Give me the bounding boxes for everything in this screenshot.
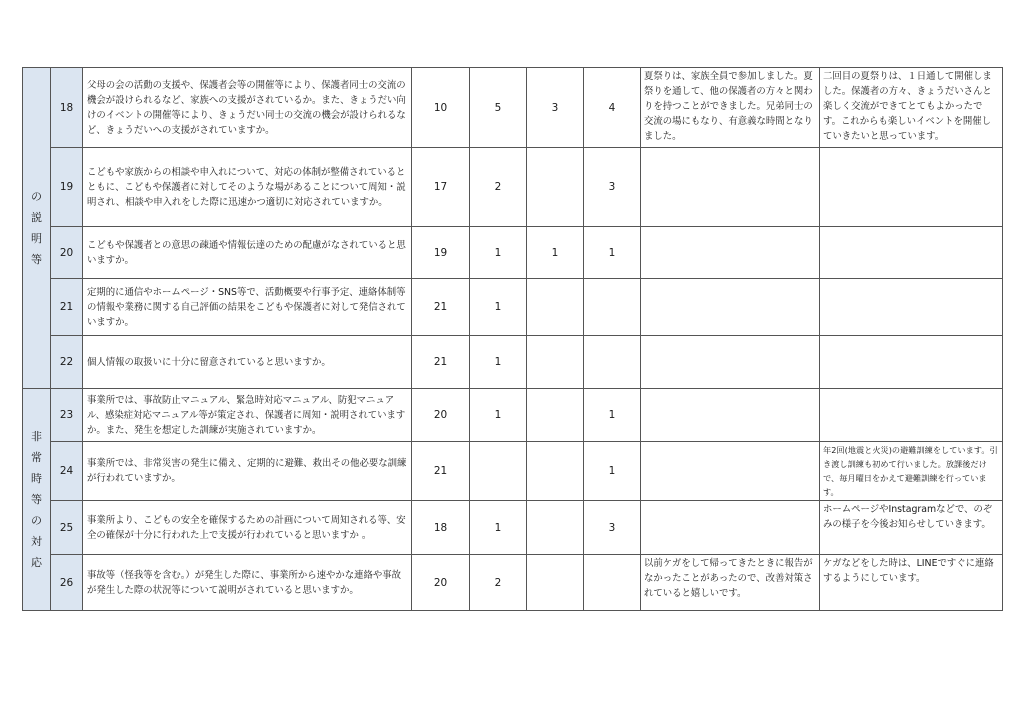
row-number: 18: [51, 68, 83, 148]
answer-count-mostly: 1: [470, 501, 527, 555]
table-row: [23, 336, 1003, 389]
answer-count-unknown: 3: [584, 501, 641, 555]
office-response: ケガなどをした時は、LINEですぐに連絡するようにしています。: [820, 555, 1003, 611]
parent-comment: [641, 442, 820, 501]
answer-count-yes: 19: [412, 227, 470, 279]
question-text: 事故等（怪我等を含む。）が発生した際に、事業所から速やかな連絡や事故が発生した際の状況等について説明がされていると思いますか。: [83, 555, 412, 611]
answer-count-no: [527, 336, 584, 389]
answer-count-unknown: 3: [584, 148, 641, 227]
office-response: ホームページやInstagramなどで、のぞみの様子を今後お知らせしていきます。: [820, 501, 1003, 555]
answer-count-no: 1: [527, 227, 584, 279]
table-row: [23, 148, 1003, 227]
answer-count-no: [527, 555, 584, 611]
parent-comment: [641, 389, 820, 442]
question-text: 個人情報の取扱いに十分に留意されていると思いますか。: [83, 336, 412, 389]
table-row: [23, 227, 1003, 279]
question-text: 定期的に通信やホームページ・SNS等で、活動概要や行事予定、連絡体制等の情報や業務に関する自己評価の結果をこどもや保護者に対して発信されていますか。: [83, 279, 412, 336]
question-text: 父母の会の活動の支援や、保護者会等の開催等により、保護者同士の交流の機会が設けられるなど、家族への支援がされているか。また、きょうだい向けのイベントの開催等により、きょうだい同士の交流の機会が設けられるなど、きょうだいへの支援がされていますか。: [83, 68, 412, 148]
row-number: 22: [51, 336, 83, 389]
parent-comment: [641, 336, 820, 389]
table-row: [23, 68, 1003, 148]
answer-count-mostly: 1: [470, 227, 527, 279]
answer-count-unknown: [584, 279, 641, 336]
answer-count-unknown: 1: [584, 389, 641, 442]
row-number: 19: [51, 148, 83, 227]
parent-comment: [641, 148, 820, 227]
row-number: 25: [51, 501, 83, 555]
answer-count-yes: 21: [412, 336, 470, 389]
answer-count-yes: 20: [412, 389, 470, 442]
office-response: [820, 227, 1003, 279]
answer-count-yes: 20: [412, 555, 470, 611]
table-row: [23, 389, 1003, 442]
answer-count-yes: 21: [412, 442, 470, 501]
office-response: 二回目の夏祭りは、１日通して開催しました。保護者の方々、きょうだいさんと楽しく交流ができてとてもよかったです。これからも楽しいイベントを開催していきたいと思っています。: [820, 68, 1003, 148]
row-number: 21: [51, 279, 83, 336]
answer-count-unknown: 4: [584, 68, 641, 148]
answer-count-no: [527, 442, 584, 501]
answer-count-no: [527, 501, 584, 555]
answer-count-unknown: [584, 336, 641, 389]
parent-comment: 以前ケガをして帰ってきたときに報告がなかったことがあったので、改善対策されていると嬉しいです。: [641, 555, 820, 611]
parent-comment: [641, 227, 820, 279]
answer-count-mostly: 5: [470, 68, 527, 148]
office-response: [820, 336, 1003, 389]
question-text: こどもや家族からの相談や申入れについて、対応の体制が整備されているとともに、こどもや保護者に対してそのような場があることについて周知・説明され、相談や申入れをした際に迅速かつ適切に対応されていますか。: [83, 148, 412, 227]
answer-count-no: [527, 148, 584, 227]
answer-count-yes: 10: [412, 68, 470, 148]
table-row: [23, 555, 1003, 611]
parent-comment: [641, 279, 820, 336]
question-text: こどもや保護者との意思の疎通や情報伝達のための配慮がなされていると思いますか。: [83, 227, 412, 279]
answer-count-mostly: 2: [470, 555, 527, 611]
parent-comment: [641, 501, 820, 555]
office-response: 年2回(地震と火災)の避難訓練をしています。引き渡し訓練も初めて行いました。放課後だけで、毎月曜日をかえて避難訓練を行っています。: [820, 442, 1003, 501]
answer-count-yes: 21: [412, 279, 470, 336]
office-response: [820, 279, 1003, 336]
answer-count-mostly: [470, 442, 527, 501]
answer-count-no: [527, 389, 584, 442]
answer-count-unknown: [584, 555, 641, 611]
question-text: 事業所より、こどもの安全を確保するための計画について周知される等、安全の確保が十分に行われた上で支援が行われていると思いますか 。: [83, 501, 412, 555]
evaluation-table: [22, 67, 1003, 611]
office-response: [820, 148, 1003, 227]
table-row: [23, 279, 1003, 336]
row-number: 24: [51, 442, 83, 501]
answer-count-mostly: 1: [470, 336, 527, 389]
answer-count-no: 3: [527, 68, 584, 148]
answer-count-unknown: 1: [584, 442, 641, 501]
question-text: 事業所では、事故防止マニュアル、緊急時対応マニュアル、防犯マニュアル、感染症対応マニュアル等が策定され、保護者に周知・説明されていますか。また、発生を想定した訓練が実施されていますか。: [83, 389, 412, 442]
table-row: [23, 501, 1003, 555]
answer-count-unknown: 1: [584, 227, 641, 279]
answer-count-mostly: 2: [470, 148, 527, 227]
row-number: 23: [51, 389, 83, 442]
answer-count-mostly: 1: [470, 389, 527, 442]
parent-comment: 夏祭りは、家族全員で参加しました。夏祭りを通して、他の保護者の方々と関わりを持つことができました。兄弟同士の交流の場にもなり、有意義な時間となりました。: [641, 68, 820, 148]
answer-count-yes: 17: [412, 148, 470, 227]
question-text: 事業所では、非常災害の発生に備え、定期的に避難、救出その他必要な訓練が行われていますか。: [83, 442, 412, 501]
row-number: 26: [51, 555, 83, 611]
table-row: [23, 442, 1003, 501]
category-explanation: の説明等: [23, 68, 51, 389]
answer-count-no: [527, 279, 584, 336]
row-number: 20: [51, 227, 83, 279]
office-response: [820, 389, 1003, 442]
answer-count-yes: 18: [412, 501, 470, 555]
category-emergency: 非常時等の対応: [23, 389, 51, 611]
answer-count-mostly: 1: [470, 279, 527, 336]
